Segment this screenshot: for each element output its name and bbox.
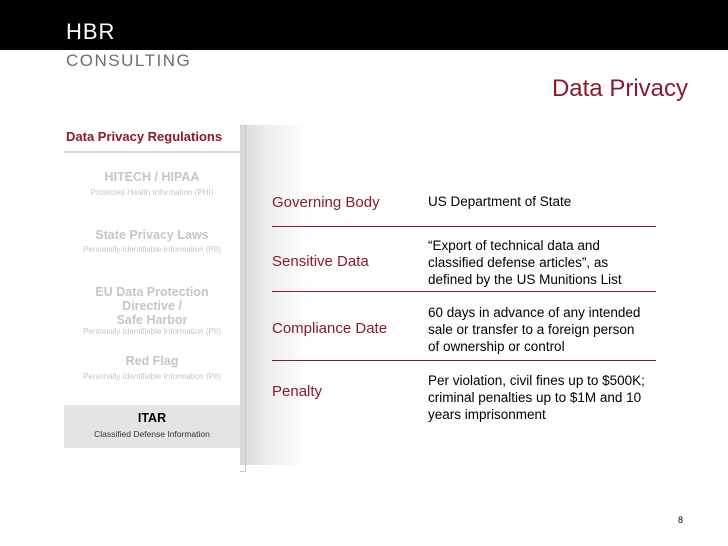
sidebar-heading: Data Privacy Regulations	[66, 129, 223, 144]
value-line: defined by the US Munitions List	[428, 272, 622, 287]
detail-value-governing-body	[428, 193, 668, 210]
detail-label-compliance-date: Compliance Date	[272, 320, 388, 337]
regulation-state-privacy-laws[interactable]	[64, 228, 240, 255]
row-divider	[272, 226, 656, 227]
row-divider	[272, 291, 656, 292]
row-divider	[272, 360, 656, 361]
value-line: sale or transfer to a foreign person	[428, 322, 635, 337]
sidebar-divider	[64, 151, 240, 153]
regulation-name: Red Flag	[125, 354, 179, 368]
regulation-name-line-1: EU Data Protection	[95, 285, 209, 299]
regulation-name-line-3: Safe Harbor	[116, 313, 188, 327]
regulation-subtitle: Personally Identifiable Information (PII)	[83, 372, 221, 381]
logo-consulting-text: CONSULTING	[66, 51, 192, 70]
value-line: “Export of technical data and	[428, 238, 600, 253]
regulation-hitech-hipaa[interactable]	[64, 170, 240, 198]
page-number: 8	[678, 515, 684, 525]
value-line: Per violation, civil fines up to $500K;	[428, 373, 645, 388]
value-line: classified defense articles”, as	[428, 255, 609, 270]
regulation-eu-data-protection[interactable]	[64, 285, 240, 337]
detail-value-sensitive-data	[428, 237, 668, 288]
value-line: 60 days in advance of any intended	[428, 305, 641, 320]
detail-label-penalty: Penalty	[272, 383, 323, 400]
detail-label-sensitive-data: Sensitive Data	[272, 253, 369, 270]
panel-bracket	[240, 125, 246, 472]
detail-value-penalty	[428, 372, 668, 423]
value-line: US Department of State	[428, 194, 572, 209]
detail-label-governing-body: Governing Body	[272, 194, 380, 211]
regulation-itar[interactable]	[64, 405, 240, 448]
detail-value-compliance-date	[428, 304, 668, 355]
value-line: of ownership or control	[428, 339, 565, 354]
page-title: Data Privacy	[551, 75, 688, 102]
regulation-subtitle: Protected Health Information (PHI)	[90, 188, 214, 197]
hbr-consulting-logo	[66, 18, 206, 78]
regulation-name-line-2: Directive /	[122, 299, 182, 313]
regulation-subtitle: Classified Defense Information	[94, 429, 210, 439]
regulation-red-flag[interactable]	[64, 354, 240, 382]
regulation-subtitle: Personally Identifiable Information (PII)	[83, 245, 221, 254]
regulation-name: ITAR	[137, 411, 167, 425]
logo-hbr-text: HBR	[66, 19, 116, 44]
regulation-name: State Privacy Laws	[95, 228, 209, 242]
value-line: criminal penalties up to $1M and 10	[428, 390, 642, 405]
value-line: years imprisonment	[428, 407, 546, 422]
regulation-subtitle: Personally Identifiable Information (PII)	[83, 327, 221, 336]
regulation-name: HITECH / HIPAA	[104, 170, 200, 184]
